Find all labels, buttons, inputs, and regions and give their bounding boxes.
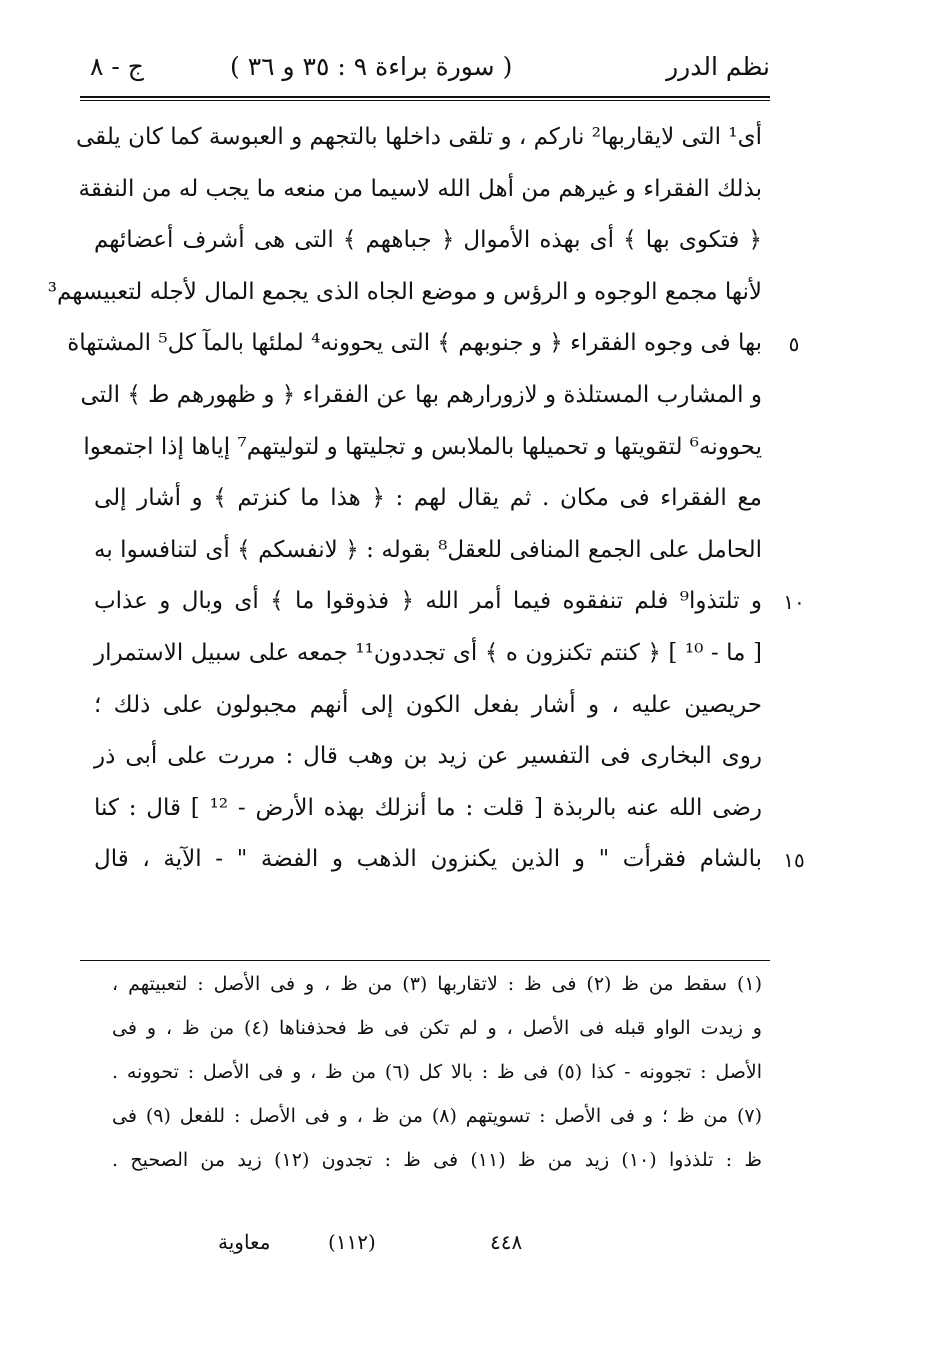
line-number: ٥ bbox=[788, 332, 800, 357]
main-text bbox=[47, 112, 763, 886]
footnote-separator bbox=[80, 960, 770, 961]
line-number: ١٥ bbox=[783, 848, 805, 873]
publisher-mark: معاوية bbox=[218, 1230, 271, 1254]
text-line: روى البخارى فى التفسير عن زيد بن وهب قال : مررت على أبى ذر bbox=[94, 743, 762, 770]
book-title: نظم الدرر bbox=[666, 52, 770, 81]
text-line: الحامل على الجمع المنافى للعقل⁸ بقوله : ﴿ لانفسكم ﴾ أى لتنافسوا به bbox=[94, 536, 763, 563]
text-line: يحوونه⁶ لتقويتها و تحميلها بالملابس و تجليتها و لتوليتهم⁷ إياها إذا اجتمعوا bbox=[83, 433, 762, 460]
text-line: رضى الله عنه بالربذة [ قلت : ما أنزلك بهذه الأرض - ¹² ] قال : كنا bbox=[94, 794, 763, 821]
text-line: ﴿ فتكوى بها ﴾ أى بهذه الأموال ﴿ جباههم ﴾ التى هى أشرف أعضائهم bbox=[94, 227, 762, 254]
part-number: ج - ٨ bbox=[90, 52, 144, 81]
footnote-line: ظ : تلذذوا (١٠) زيد من ظ (١١) فى ظ : تجدون (١٢) زيد من الصحيح . bbox=[112, 1149, 762, 1171]
footnote-line: و زيدت الواو قبله فى الأصل ، و لم تكن فى ظ فحذفناها (٤) من ظ ، و فى bbox=[112, 1017, 762, 1039]
text-line: بها فى وجوه الفقراء ﴿ و جنوبهم ﴾ التى يحوونه⁴ لملئها بالمآ كل⁵ المشتهاة bbox=[67, 330, 762, 357]
text-line: مع الفقراء فى مكان . ثم يقال لهم : ﴿ هذا ما كنزتم ﴾ و أشار إلى bbox=[94, 485, 762, 512]
text-line: بالشام فقرأت " و الذين يكنزون الذهب و الفضة " - الآية ، قال bbox=[94, 846, 762, 873]
text-line: بذلك الفقراء و غيرهم من أهل الله لاسيما من منعه ما يجب له من النفقة bbox=[78, 175, 762, 202]
text-line: و تلتذوا⁹ فلم تنفقوه فيما أمر الله ﴿ فذوقوا ما ﴾ أى وبال و عذاب bbox=[94, 588, 762, 615]
page-footer bbox=[80, 1230, 770, 1266]
line-number: ١٠ bbox=[783, 590, 805, 615]
page-number: ٤٤٨ bbox=[490, 1230, 523, 1254]
text-line: أى¹ التى لايقاربها² ناركم ، و تلقى داخلها بالتجهم و العبوسة كما كان يلقى bbox=[76, 124, 762, 150]
text-line: لأنها مجمع الوجوه و الرؤس و موضع الجاه الذى يجمع المال لأجله لتعبيسهم³ bbox=[47, 278, 762, 305]
text-line: و المشارب المستلذة و لازورارهم بها عن الفقراء ﴿ و ظهورهم ط ﴾ التى bbox=[80, 381, 762, 408]
header-rule-thin bbox=[80, 100, 770, 101]
footnote-line: (٧) من ظ ؛ و فى الأصل : تسويتهم (٨) من ظ ، و فى الأصل : للفعل (٩) فى bbox=[112, 1105, 762, 1127]
header-rule-thick bbox=[80, 96, 770, 98]
text-line: [ ما - ¹⁰ ] ﴿ كنتم تكنزون ه ﴾ أى تجددون¹¹ جمعه على سبيل الاستمرار bbox=[94, 639, 762, 666]
running-header bbox=[80, 52, 770, 96]
surah-reference: ( سورة براءة ٩ : ٣٥ و ٣٦ ) bbox=[230, 52, 513, 81]
signature-mark: (١١٢) bbox=[328, 1230, 376, 1254]
footnote-line: (١) سقط من ظ (٢) فى ظ : لاتقاربها (٣) من ظ ، و فى الأصل : لتعبيتهم ، bbox=[112, 973, 762, 995]
footnote-line: الأصل : تجوونه - كذا (٥) فى ظ : بالا كل (٦) من ظ ، و فى الأصل : تحوونه . bbox=[112, 1061, 762, 1083]
text-line: حريصين عليه ، و أشار بفعل الكون إلى أنهم مجبولون على ذلك ؛ bbox=[94, 691, 762, 718]
footnotes bbox=[112, 962, 762, 1182]
